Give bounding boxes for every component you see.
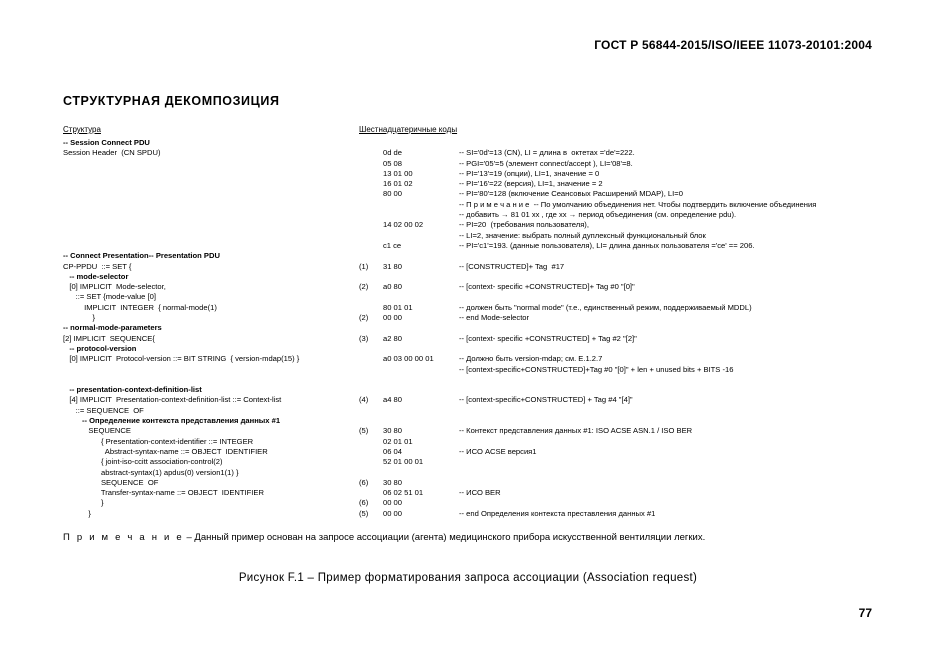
hex-cell: 06 02 51 01 (383, 488, 424, 498)
table-row (0, 148, 936, 158)
structure-cell: [4] IMPLICIT Presentation-context-definition-list ::= Context-list (63, 395, 282, 405)
structure-cell: IMPLICIT INTEGER { normal-mode(1) (63, 302, 217, 312)
table-row (0, 292, 936, 302)
structure-cell: } (63, 313, 96, 323)
marker-cell: (4) (359, 395, 369, 405)
structure-cell: { Presentation-context-identifier ::= INTEGER (63, 436, 254, 446)
marker-cell: (6) (359, 477, 369, 487)
hex-cell: a2 80 (383, 333, 403, 343)
page-number: 77 (858, 606, 872, 620)
column-header-structure: Структура (63, 125, 101, 134)
table-row (0, 323, 936, 333)
table-row (0, 406, 936, 416)
table-row (0, 385, 936, 395)
structure-cell: [2] IMPLICIT SEQUENCE{ (63, 333, 155, 343)
structure-cell: Abstract-syntax-name ::= OBJECT IDENTIFIER (63, 446, 268, 456)
marker-cell: (5) (359, 508, 369, 518)
structure-cell: -- Session Connect PDU (63, 138, 150, 147)
comment-cell: -- SI='0d'=13 (CN), LI = длина в октетах ='de'=222. (459, 148, 635, 158)
note-label: П р и м е ч а н и е (63, 532, 184, 543)
comment-cell: -- PGI='05'=5 (элемент connect/accept ), LI='08'=8. (459, 158, 633, 168)
table-row (0, 282, 936, 292)
marker-cell: (2) (359, 282, 369, 292)
structure-cell: CP-PPDU ::= SET { (63, 261, 132, 271)
table-row (0, 498, 936, 508)
table-row (0, 344, 936, 354)
table-row (0, 241, 936, 251)
table-row (0, 375, 936, 385)
comment-cell: -- Должно быть version-mdap; см. Е.1.2.7 (459, 354, 603, 364)
table-row (0, 509, 936, 519)
table-row (0, 395, 936, 405)
structure-cell: Transfer-syntax-name ::= OBJECT IDENTIFIER (63, 488, 264, 498)
section-title: СТРУКТУРНАЯ ДЕКОМПОЗИЦИЯ (63, 94, 280, 108)
comment-cell: -- [CONSTRUCTED]+ Tag #17 (459, 261, 565, 271)
structure-cell: -- protocol-version (63, 343, 137, 353)
comment-cell: -- ИСО ACSE версия1 (459, 446, 537, 456)
table-row (0, 365, 936, 375)
comment-cell: -- PI='13'=19 (опции), LI=1, значение = 0 (459, 168, 600, 178)
hex-cell: 00 00 (383, 508, 403, 518)
table-row (0, 210, 936, 220)
table-row (0, 189, 936, 199)
hex-cell: a0 03 00 00 01 (383, 354, 434, 364)
structure-cell: -- mode-selector (63, 271, 129, 281)
hex-cell: 31 80 (383, 261, 403, 271)
structure-cell: -- presentation-context-definition-list (63, 385, 202, 395)
marker-cell: (6) (359, 498, 369, 508)
structure-cell: } (63, 498, 104, 508)
table-row (0, 334, 936, 344)
structure-cell: ::= SEQUENCE OF (63, 405, 144, 415)
comment-cell: -- [context-specific+CONSTRUCTED]+Tag #0 "[0]" + len + unused bits + BITS -16 (459, 364, 734, 374)
hex-cell: 13 01 00 (383, 168, 413, 178)
comment-cell: -- ИСО BER (459, 488, 501, 498)
table-row (0, 179, 936, 189)
structure-cell: SEQUENCE (63, 426, 131, 436)
note-text: – Данный пример основан на запросе ассоциации (агента) медицинского прибора искусственной вентиляции легких. (183, 532, 706, 543)
comment-cell: -- PI='80'=128 (включение Сеансовых Расширений MDAP), LI=0 (459, 189, 683, 199)
table-row (0, 159, 936, 169)
structure-cell: SEQUENCE OF (63, 477, 159, 487)
table-row (0, 313, 936, 323)
marker-cell: (1) (359, 261, 369, 271)
decomposition-table (0, 138, 936, 519)
note (63, 532, 705, 543)
hex-cell: 16 01 02 (383, 179, 413, 189)
hex-cell: a4 80 (383, 395, 403, 405)
marker-cell: (3) (359, 333, 369, 343)
marker-cell: (5) (359, 426, 369, 436)
table-row (0, 262, 936, 272)
table-row (0, 457, 936, 467)
hex-cell: 0d de (383, 148, 403, 158)
hex-cell: 80 00 (383, 189, 403, 199)
structure-cell: { joint-iso-ccitt association-control(2) (63, 457, 223, 467)
structure-cell: ::= SET {mode-value [0] (63, 292, 156, 302)
table-row (0, 220, 936, 230)
standard-header: ГОСТ Р 56844-2015/ISO/IEEE 11073-20101:2004 (594, 38, 872, 52)
comment-cell: -- П р и м е ч а н и е -- По умолчанию объединения нет. Чтобы подтвердить включение объединения (459, 199, 817, 209)
structure-cell: [0] IMPLICIT Protocol-version ::= BIT STRING { version-mdap(15) } (63, 354, 300, 364)
hex-cell: 05 08 (383, 158, 403, 168)
table-row (0, 426, 936, 436)
comment-cell: -- LI=2, значение: выбрать полный дуплексный функциональный блок (459, 230, 706, 240)
hex-cell: 52 01 00 01 (383, 457, 424, 467)
structure-cell: -- normal-mode-parameters (63, 323, 162, 333)
comment-cell: -- добавить → 81 01 xx , где xx → период объединения (см. определение pdu). (459, 210, 737, 220)
structure-cell: Session Header (CN SPDU) (63, 148, 161, 158)
structure-cell: -- Определение контекста представления данных #1 (63, 416, 281, 426)
structure-cell: [0] IMPLICIT Mode-selector, (63, 282, 166, 292)
table-row (0, 416, 936, 426)
table-row (0, 437, 936, 447)
table-row (0, 303, 936, 313)
comment-cell: -- end Mode-selector (459, 313, 530, 323)
hex-cell: 06 04 (383, 446, 403, 456)
table-row (0, 169, 936, 179)
table-row (0, 354, 936, 364)
hex-cell: 14 02 00 02 (383, 220, 424, 230)
comment-cell: -- должен быть "normal mode" (т.е., единственный режим, поддерживаемый MDDL) (459, 302, 752, 312)
structure-cell: -- Connect Presentation-- Presentation PDU (63, 251, 220, 261)
hex-cell: 30 80 (383, 426, 403, 436)
table-row (0, 478, 936, 488)
table-row (0, 488, 936, 498)
table-row (0, 200, 936, 210)
table-row (0, 447, 936, 457)
hex-cell: c1 ce (383, 240, 402, 250)
comment-cell: -- Контекст представления данных #1: ISO ACSE ASN.1 / ISO BER (459, 426, 693, 436)
marker-cell: (2) (359, 313, 369, 323)
comment-cell: -- PI='16'=22 (версия), LI=1, значение = 2 (459, 179, 603, 189)
hex-cell: 80 01 01 (383, 302, 413, 312)
hex-cell: 00 00 (383, 313, 403, 323)
structure-cell: } (63, 508, 91, 518)
hex-cell: 00 00 (383, 498, 403, 508)
table-row (0, 272, 936, 282)
column-header-hex: Шестнадцатеричные коды (359, 125, 458, 134)
table-row (0, 138, 936, 148)
figure-caption: Рисунок F.1 – Пример форматирования запроса ассоциации (Association request) (238, 572, 698, 584)
comment-cell: -- PI='c1'=193. (данные пользователя), LI= длина данных пользователя ='ce' == 206. (459, 240, 755, 250)
hex-cell: a0 80 (383, 282, 403, 292)
table-row (0, 251, 936, 261)
table-row (0, 231, 936, 241)
comment-cell: -- [context-specific+CONSTRUCTED] + Tag #4 "[4]" (459, 395, 633, 405)
table-row (0, 468, 936, 478)
structure-cell: abstract-syntax(1) apdus(0) version1(1) } (63, 467, 239, 477)
comment-cell: -- [context- specific +CONSTRUCTED] + Tag #2 "[2]" (459, 333, 637, 343)
comment-cell: -- end Определения контекста преставления данных #1 (459, 508, 656, 518)
hex-cell: 02 01 01 (383, 436, 413, 446)
comment-cell: -- PI=20 (требования пользователя), (459, 220, 589, 230)
hex-cell: 30 80 (383, 477, 403, 487)
comment-cell: -- [context- specific +CONSTRUCTED]+ Tag #0 "[0]" (459, 282, 635, 292)
